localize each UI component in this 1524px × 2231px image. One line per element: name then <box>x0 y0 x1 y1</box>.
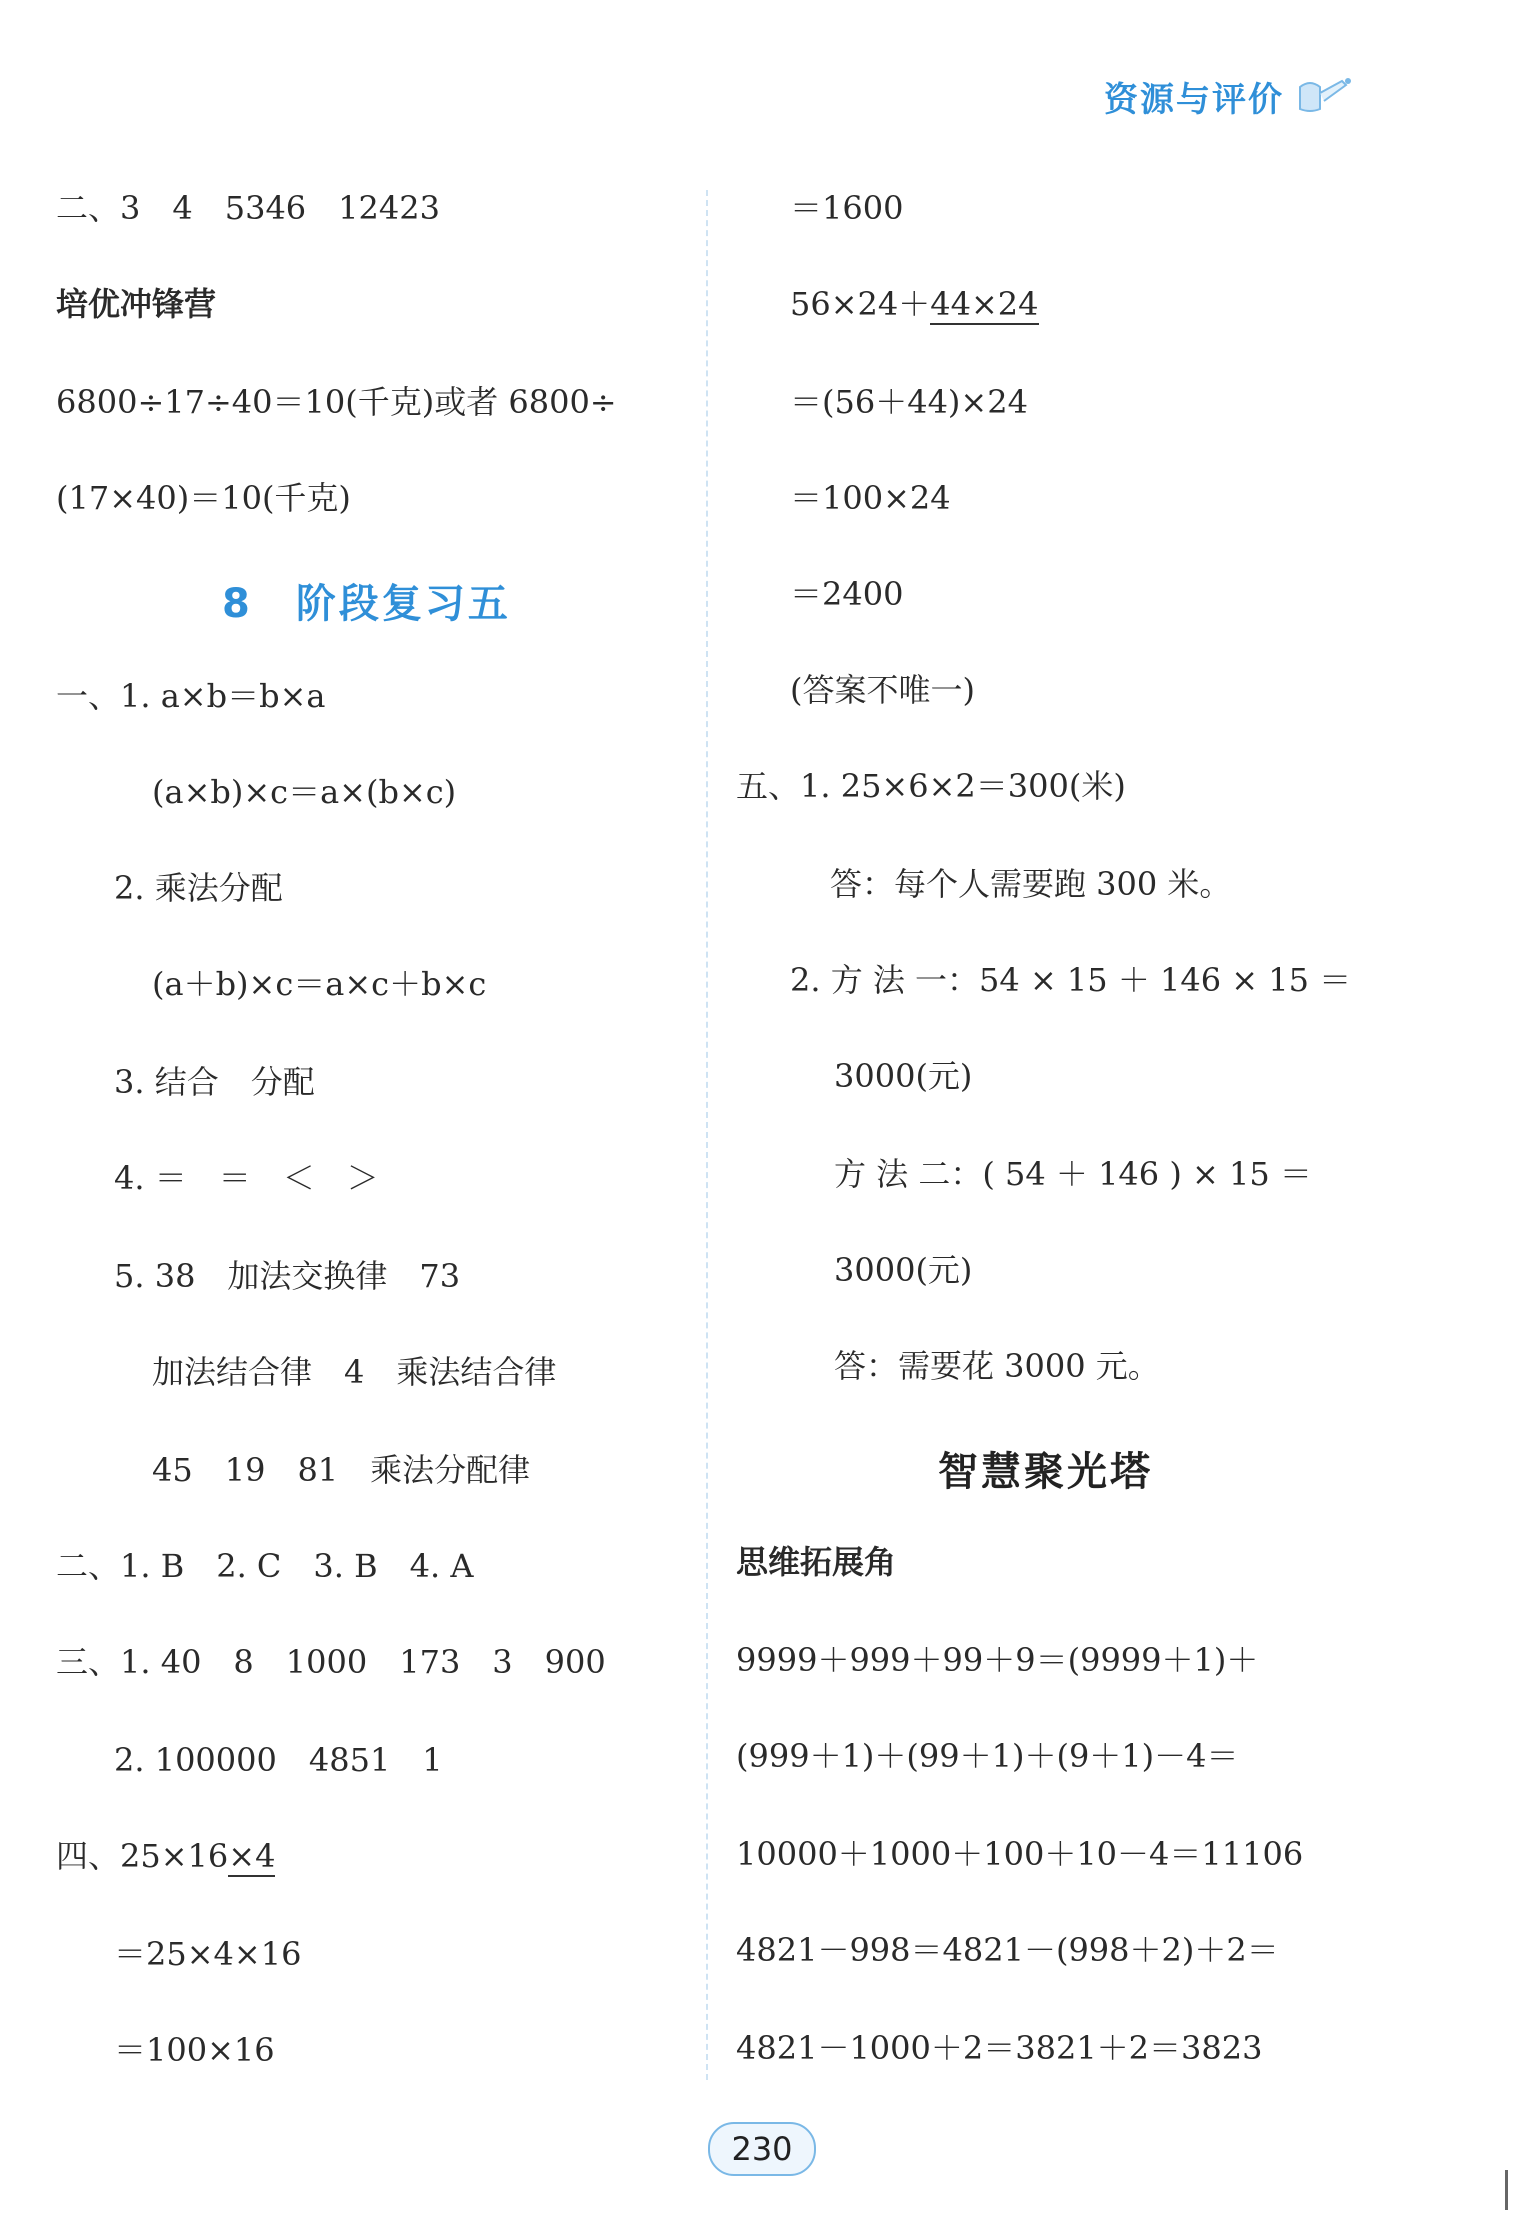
answer-line: 2. 100000 4851 1 <box>114 1741 443 1779</box>
answer-text: 56×24＋ <box>790 285 931 323</box>
answer-line: ＝100×24 <box>790 479 951 517</box>
answer-line: 2. 方 法 一：54 × 15 ＋ 146 × 15 ＝ <box>790 961 1352 999</box>
page-header <box>1104 72 1354 121</box>
answer-line: ＝100×16 <box>114 2031 275 2069</box>
answer-line <box>56 1836 275 1876</box>
answer-line <box>790 284 1039 324</box>
answer-line: 5. 38 加法交换律 73 <box>114 1257 461 1295</box>
section-title: 智慧聚光塔 <box>938 1449 1153 1495</box>
answer-line: 45 19 81 乘法分配律 <box>152 1451 531 1489</box>
answer-line: 一、1. a×b＝b×a <box>56 677 326 715</box>
answer-line: 五、1. 25×6×2＝300(米) <box>736 767 1126 805</box>
answer-line: 答：需要花 3000 元。 <box>834 1347 1160 1385</box>
answer-line: 3. 结合 分配 <box>114 1063 315 1101</box>
answer-line: (17×40)＝10(千克) <box>56 479 351 517</box>
answer-line: 加法结合律 4 乘法结合律 <box>152 1353 557 1391</box>
answer-line: ＝(56＋44)×24 <box>790 383 1028 421</box>
answer-line: ＝2400 <box>790 575 904 613</box>
page-number: 230 <box>708 2122 816 2176</box>
section-title: 8 阶段复习五 <box>222 581 511 627</box>
answer-line: 答：每个人需要跑 300 米。 <box>830 865 1232 903</box>
subsection-heading: 培优冲锋营 <box>56 285 217 323</box>
answer-line: 2. 乘法分配 <box>114 869 283 907</box>
answer-line: (a×b)×c＝a×(b×c) <box>152 773 457 811</box>
subsection-heading: 思维拓展角 <box>736 1543 897 1581</box>
answer-text: 四、25×16 <box>56 1837 229 1875</box>
underlined-text: 44×24 <box>930 285 1039 323</box>
answer-line: ＝25×4×16 <box>114 1935 302 1973</box>
answer-line: (答案不唯一) <box>790 671 975 709</box>
answer-line: (a＋b)×c＝a×c＋b×c <box>152 965 487 1003</box>
answer-line: 3000(元) <box>834 1251 973 1289</box>
answer-line: 三、1. 40 8 1000 173 3 900 <box>56 1643 606 1681</box>
answer-line: 9999＋999＋99＋9＝(9999＋1)＋ <box>736 1641 1259 1679</box>
answer-line: 6800÷17÷40＝10(千克)或者 6800÷ <box>56 383 617 421</box>
answer-line: 10000＋1000＋100＋10－4＝11106 <box>736 1835 1304 1873</box>
watering-can-icon <box>1294 73 1354 121</box>
edge-mark <box>1505 2170 1508 2210</box>
answer-line: 二、3 4 5346 12423 <box>56 189 440 227</box>
answer-line: (999＋1)＋(99＋1)＋(9＋1)－4＝ <box>736 1737 1239 1775</box>
column-divider <box>706 190 708 2080</box>
header-title: 资源与评价 <box>1104 80 1284 120</box>
answer-line: 方 法 二：( 54 ＋ 146 ) × 15 ＝ <box>834 1155 1312 1193</box>
answer-line: 二、1. B 2. C 3. B 4. A <box>56 1547 474 1585</box>
answer-line: ＝1600 <box>790 189 904 227</box>
answer-line: 3000(元) <box>834 1057 973 1095</box>
answer-line: 4821－998＝4821－(998＋2)＋2＝ <box>736 1931 1279 1969</box>
underlined-text: ×4 <box>228 1837 276 1875</box>
answer-line: 4821－1000＋2＝3821＋2＝3823 <box>736 2029 1263 2067</box>
answer-line: 4. ＝ ＝ ＜ ＞ <box>114 1159 379 1197</box>
